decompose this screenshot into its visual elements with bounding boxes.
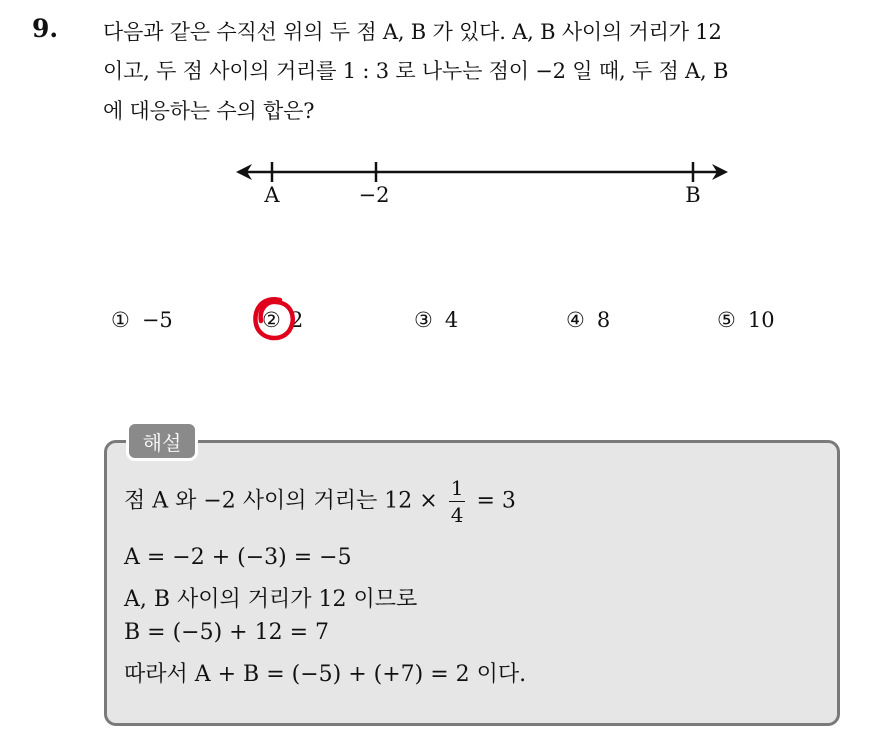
solution-line-4: B = (−5) + 12 = 7 — [124, 620, 330, 645]
point-label-a: A — [264, 183, 280, 207]
solution-tab: 해설 — [126, 421, 198, 461]
choice-2-value: 2 — [289, 308, 304, 332]
number-line — [230, 150, 740, 190]
question-text-line-3: 에 대응하는 수의 합은? — [103, 99, 315, 123]
fraction — [449, 478, 466, 525]
solution-line-1-suffix: = 3 — [476, 488, 516, 514]
choice-4[interactable] — [566, 308, 610, 332]
choice-1-value: −5 — [141, 308, 173, 332]
solution-line-2: A = −2 + (−3) = −5 — [124, 545, 352, 570]
choice-5-mark: ⑤ — [717, 308, 736, 332]
choice-3-value: 4 — [444, 308, 459, 332]
question-text-line-2: 이고, 두 점 사이의 거리를 1 : 3 로 나누는 점이 −2 일 때, 두 점 A, B — [103, 59, 729, 83]
choice-1-mark: ① — [111, 308, 130, 332]
solution-line-3: A, B 사이의 거리가 12 이므로 — [124, 587, 418, 612]
choice-5[interactable] — [717, 308, 775, 332]
solution-line-1 — [124, 478, 516, 525]
choice-3[interactable] — [414, 308, 458, 332]
point-label-minus-2: −2 — [358, 183, 390, 207]
fraction-denominator: 4 — [450, 503, 464, 527]
choice-5-value: 10 — [747, 308, 775, 332]
solution-line-1-prefix: 점 A 와 −2 사이의 거리는 12 × — [124, 488, 438, 514]
choice-4-value: 8 — [596, 308, 611, 332]
choice-3-mark: ③ — [414, 308, 433, 332]
fraction-numerator: 1 — [450, 476, 464, 500]
choice-2-mark: ② — [262, 308, 281, 332]
answer-mark-circle-icon — [250, 294, 298, 346]
point-label-b: B — [685, 183, 701, 207]
choice-4-mark: ④ — [566, 308, 585, 332]
choice-1[interactable] — [111, 308, 173, 332]
question-number: 9. — [32, 14, 59, 43]
solution-line-5: 따라서 A + B = (−5) + (+7) = 2 이다. — [124, 662, 527, 687]
question-text-line-1: 다음과 같은 수직선 위의 두 점 A, B 가 있다. A, B 사이의 거리가 12 — [103, 20, 722, 44]
